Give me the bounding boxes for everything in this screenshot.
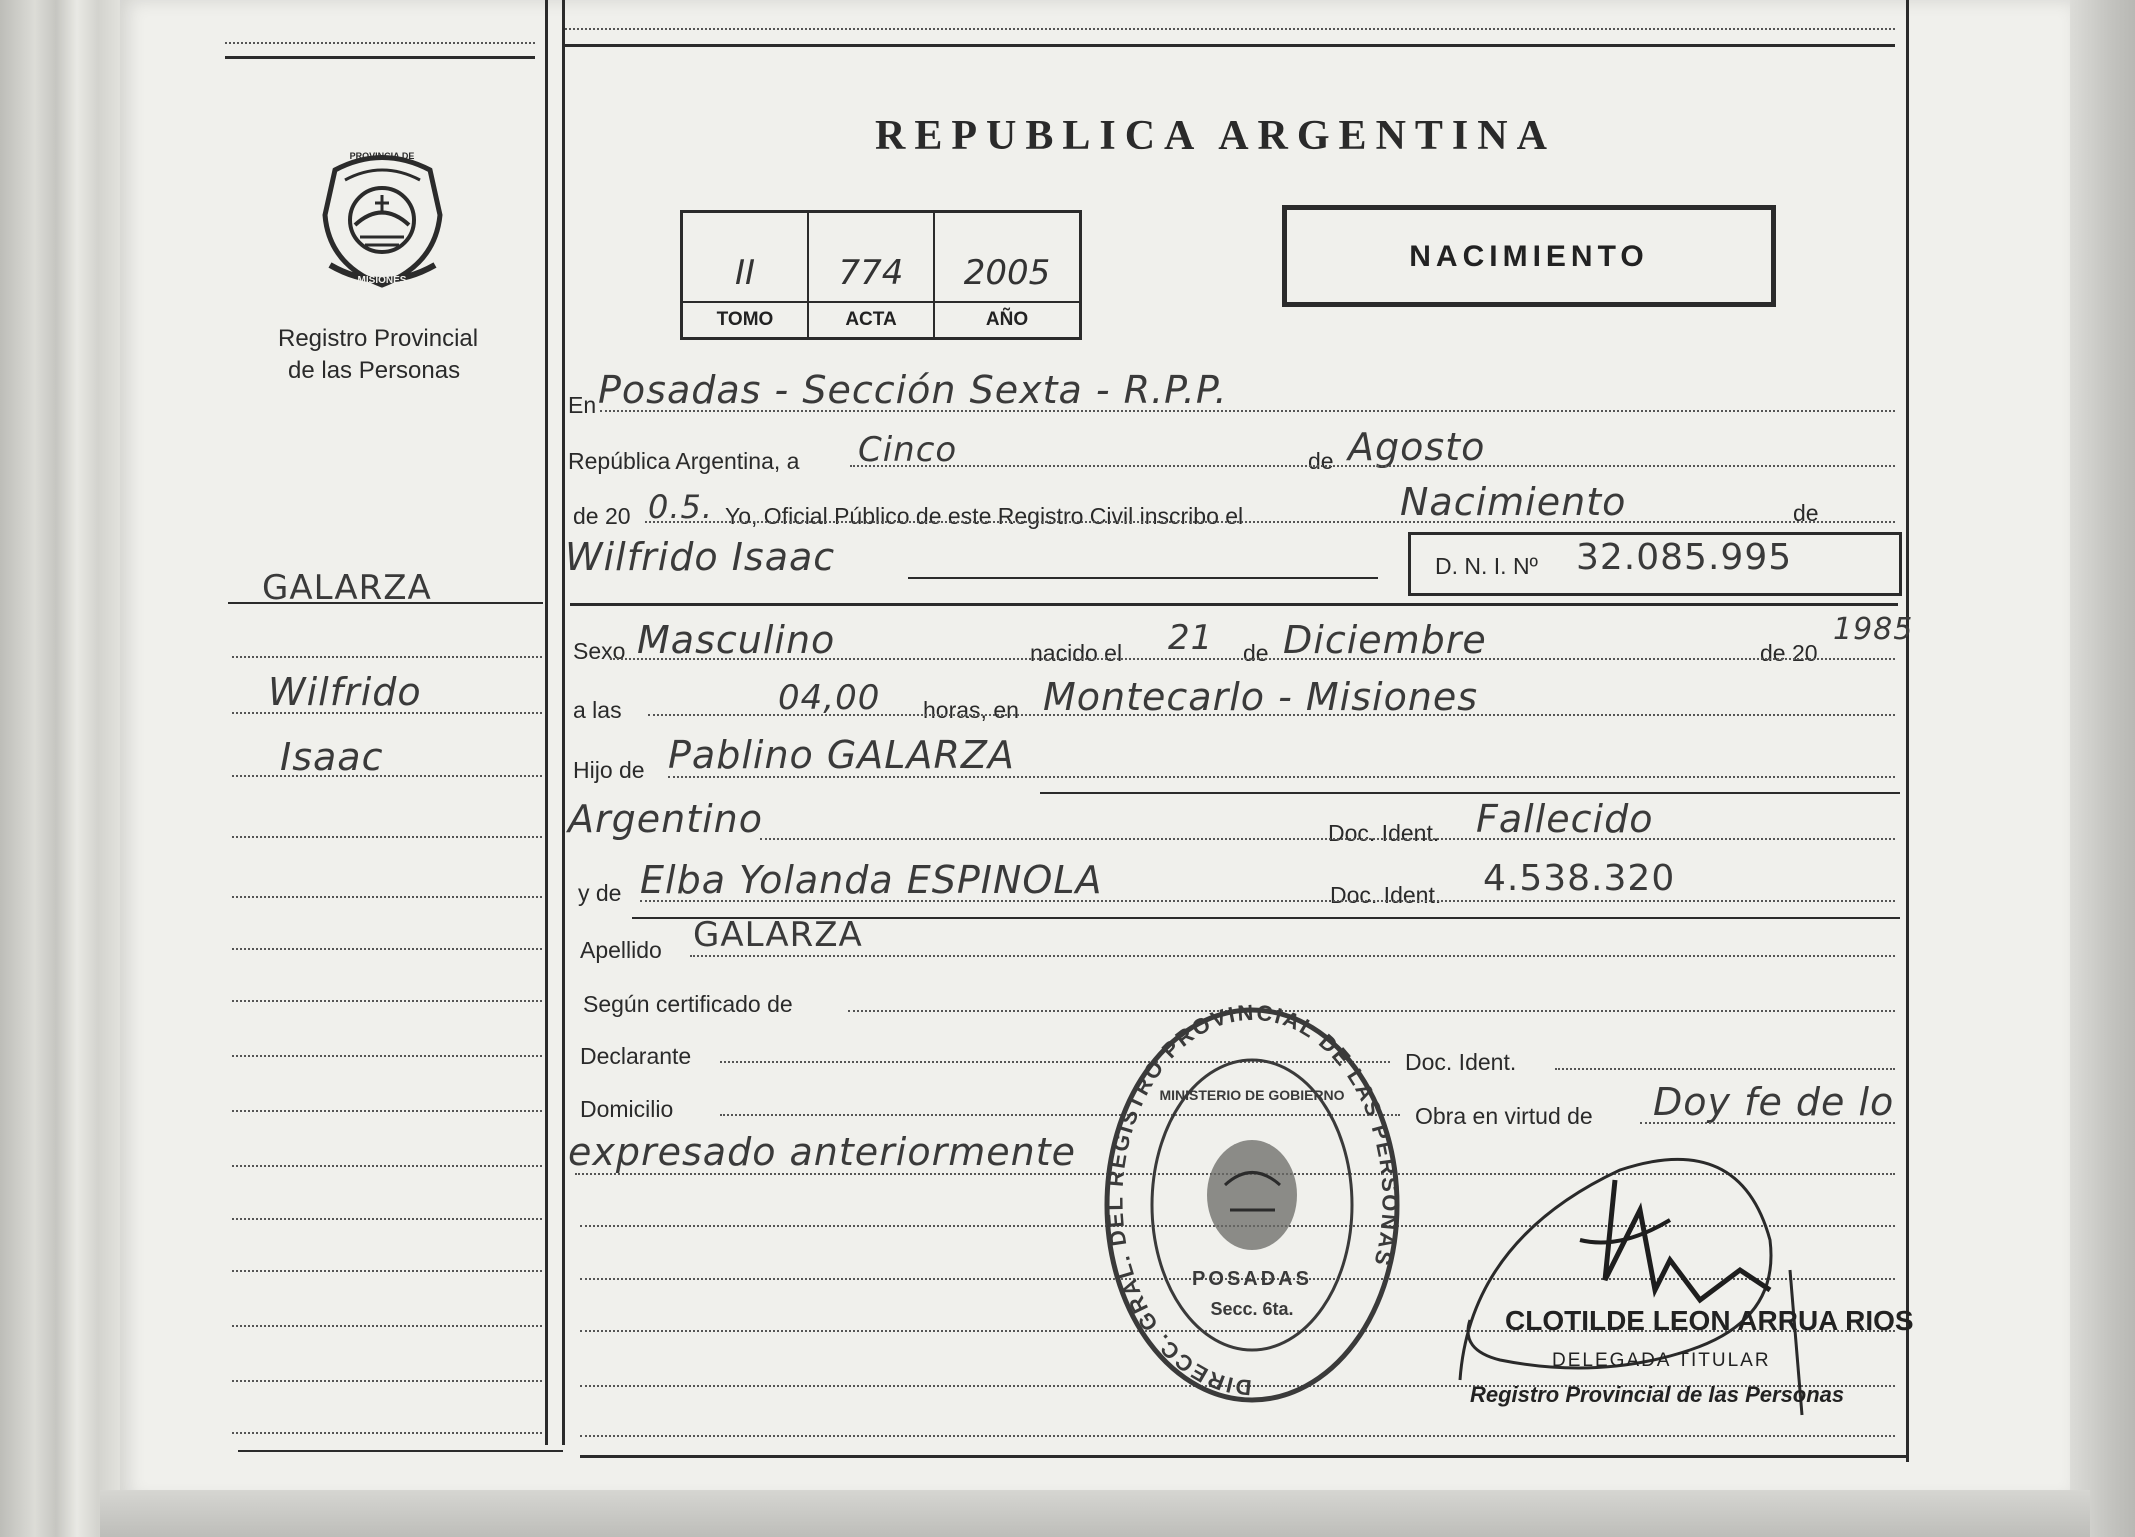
acta-label: ACTA <box>845 309 897 330</box>
tomo-value: II <box>734 253 756 293</box>
registry-name-line2: de las Personas <box>288 357 461 384</box>
at-label: a las <box>573 697 622 723</box>
margin-top-dotted-line <box>225 42 535 44</box>
born-month-prefix: de <box>1243 640 1269 666</box>
form-dotted-line <box>668 776 1895 778</box>
certificate-label: Según certificado de <box>583 991 793 1017</box>
form-bottom-rule <box>580 1455 1908 1458</box>
margin-dotted-line <box>232 896 542 898</box>
column-divider-left <box>545 0 548 1445</box>
margin-dotted-line <box>232 1325 542 1327</box>
form-dotted-line <box>600 410 1895 412</box>
mother-value: Elba Yolanda ESPINOLA <box>640 858 1103 902</box>
margin-dotted-line <box>232 1270 542 1272</box>
page-title: REPUBLICA ARGENTINA <box>875 113 1556 159</box>
record-type-label: NACIMIENTO <box>1409 240 1649 273</box>
margin-dotted-line <box>232 1055 542 1057</box>
month-prefix: de <box>1308 448 1334 474</box>
father-value: Pablino GALARZA <box>668 733 1015 777</box>
margin-dotted-line <box>232 656 542 658</box>
father-doc-label: Doc. Ident. <box>1328 820 1440 846</box>
margin-given-name-1: Wilfrido <box>268 670 422 714</box>
acta-value: 774 <box>838 253 904 293</box>
margin-dotted-line <box>232 1432 542 1434</box>
ano-value: 2005 <box>963 253 1051 293</box>
and-of-label: y de <box>578 880 622 906</box>
margin-top-rule <box>225 56 535 59</box>
father-nationality-value: Argentino <box>568 797 763 841</box>
sex-value: Masculino <box>637 618 836 662</box>
place-prefix: En <box>568 392 597 418</box>
sex-label: Sexo <box>573 638 626 664</box>
declarant-doc-label: Doc. Ident. <box>1405 1049 1517 1075</box>
form-dotted-line <box>648 714 1895 716</box>
margin-dotted-line <box>232 836 542 838</box>
seal-ring-text: DIRECC. GRAL. DEL REGISTRO PROVINCIAL DE LAS PERSONAS <box>1102 1000 1403 1401</box>
margin-dotted-line <box>232 1380 542 1382</box>
birth-place-value: Montecarlo - Misiones <box>1043 675 1479 719</box>
margin-dotted-line <box>232 1165 542 1167</box>
father-rule <box>1040 792 1900 794</box>
signer-role: DELEGADA TITULAR <box>1552 1350 1771 1371</box>
surname-label: Apellido <box>580 937 662 963</box>
inscribe-value: Nacimiento <box>1400 480 1627 524</box>
misiones-coat-of-arms-icon <box>315 145 450 295</box>
seal-city: POSADAS <box>1192 1268 1312 1290</box>
ano-label: AÑO <box>985 309 1029 330</box>
record-type-box <box>1282 205 1776 307</box>
form-dotted-line <box>690 955 1895 957</box>
officer-signature <box>1440 1120 1860 1420</box>
declarant-label: Declarante <box>580 1043 692 1069</box>
form-dotted-line <box>580 1435 1895 1437</box>
mother-doc-label: Doc. Ident. <box>1330 882 1442 908</box>
emblem-top-text: PROVINCIA DE <box>349 151 415 161</box>
time-value: 04,00 <box>778 678 881 718</box>
inscribe-text: Yo, Oficial Público de este Registro Civil inscribo el <box>725 503 1244 529</box>
form-dotted-line <box>610 658 1895 660</box>
son-of-label: Hijo de <box>573 757 645 783</box>
born-year-value: 1985 <box>1833 612 1914 647</box>
form-dotted-line <box>760 838 1895 840</box>
margin-bottom-rule <box>238 1450 563 1452</box>
form-dotted-line <box>850 465 1895 467</box>
book-spine <box>0 0 140 1537</box>
signer-office: Registro Provincial de las Personas <box>1470 1382 1845 1407</box>
acta-cell <box>809 213 935 337</box>
seal-inner-text: MINISTERIO DE GOBIERNO <box>1159 1087 1345 1103</box>
born-label: nacido el <box>1030 640 1123 666</box>
margin-dotted-line <box>232 775 542 777</box>
section-rule <box>570 603 1898 606</box>
surname-value: GALARZA <box>693 915 863 955</box>
tomo-cell <box>683 213 809 337</box>
dni-label: D. N. I. Nº <box>1435 553 1538 579</box>
registered-name-value: Wilfrido Isaac <box>565 535 836 579</box>
hours-label: horas, en <box>923 697 1019 723</box>
next-page-edge <box>2070 0 2135 1537</box>
form-right-border <box>1906 0 1909 1462</box>
form-top-rule <box>563 44 1895 47</box>
day-value: Cinco <box>858 430 958 470</box>
by-virtue-value-continued: expresado anteriormente <box>568 1130 1076 1174</box>
form-dotted-line <box>640 900 1895 902</box>
of-label: de <box>1793 500 1819 526</box>
place-value: Posadas - Sección Sexta - R.P.P. <box>598 368 1228 412</box>
ano-cell <box>935 213 1079 337</box>
margin-surname-rule <box>228 602 543 604</box>
father-doc-value: Fallecido <box>1476 797 1654 841</box>
official-seal-stamp <box>1100 1000 1405 1410</box>
dni-box <box>1408 532 1902 596</box>
year-value: 0.5. <box>648 488 714 526</box>
mother-doc-value: 4.538.320 <box>1483 858 1676 899</box>
name-rule <box>908 577 1378 579</box>
by-virtue-value: Doy fe de lo <box>1653 1080 1895 1124</box>
margin-given-name-2: Isaac <box>280 735 384 779</box>
born-year-prefix: de 20 <box>1760 640 1818 666</box>
column-divider-right <box>562 0 565 1445</box>
domicile-label: Domicilio <box>580 1096 674 1122</box>
born-month-value: Diciembre <box>1283 618 1487 662</box>
month-value: Agosto <box>1348 425 1486 469</box>
tomo-label: TOMO <box>716 309 774 330</box>
seal-section: Secc. 6ta. <box>1210 1299 1294 1319</box>
by-virtue-label: Obra en virtud de <box>1415 1103 1593 1129</box>
page-bottom-edge <box>100 1490 2090 1537</box>
signer-name: CLOTILDE LEON ARRUA RIOS <box>1505 1305 1914 1336</box>
record-index-box <box>680 210 1082 340</box>
margin-dotted-line <box>232 712 542 714</box>
form-top-dotted-line <box>565 28 1895 30</box>
registry-name-line1: Registro Provincial <box>278 325 479 352</box>
dni-value: 32.085.995 <box>1576 537 1793 578</box>
margin-dotted-line <box>232 948 542 950</box>
country-prefix: República Argentina, a <box>568 448 800 474</box>
margin-dotted-line <box>232 1218 542 1220</box>
margin-dotted-line <box>232 1110 542 1112</box>
born-day-value: 21 <box>1168 618 1214 658</box>
form-dotted-line <box>1555 1068 1895 1070</box>
margin-dotted-line <box>232 1000 542 1002</box>
emblem-bottom-text: MISIONES <box>357 275 407 286</box>
margin-surname: GALARZA <box>262 568 432 608</box>
year-prefix: de 20 <box>573 503 631 529</box>
form-dotted-line <box>645 521 1895 523</box>
